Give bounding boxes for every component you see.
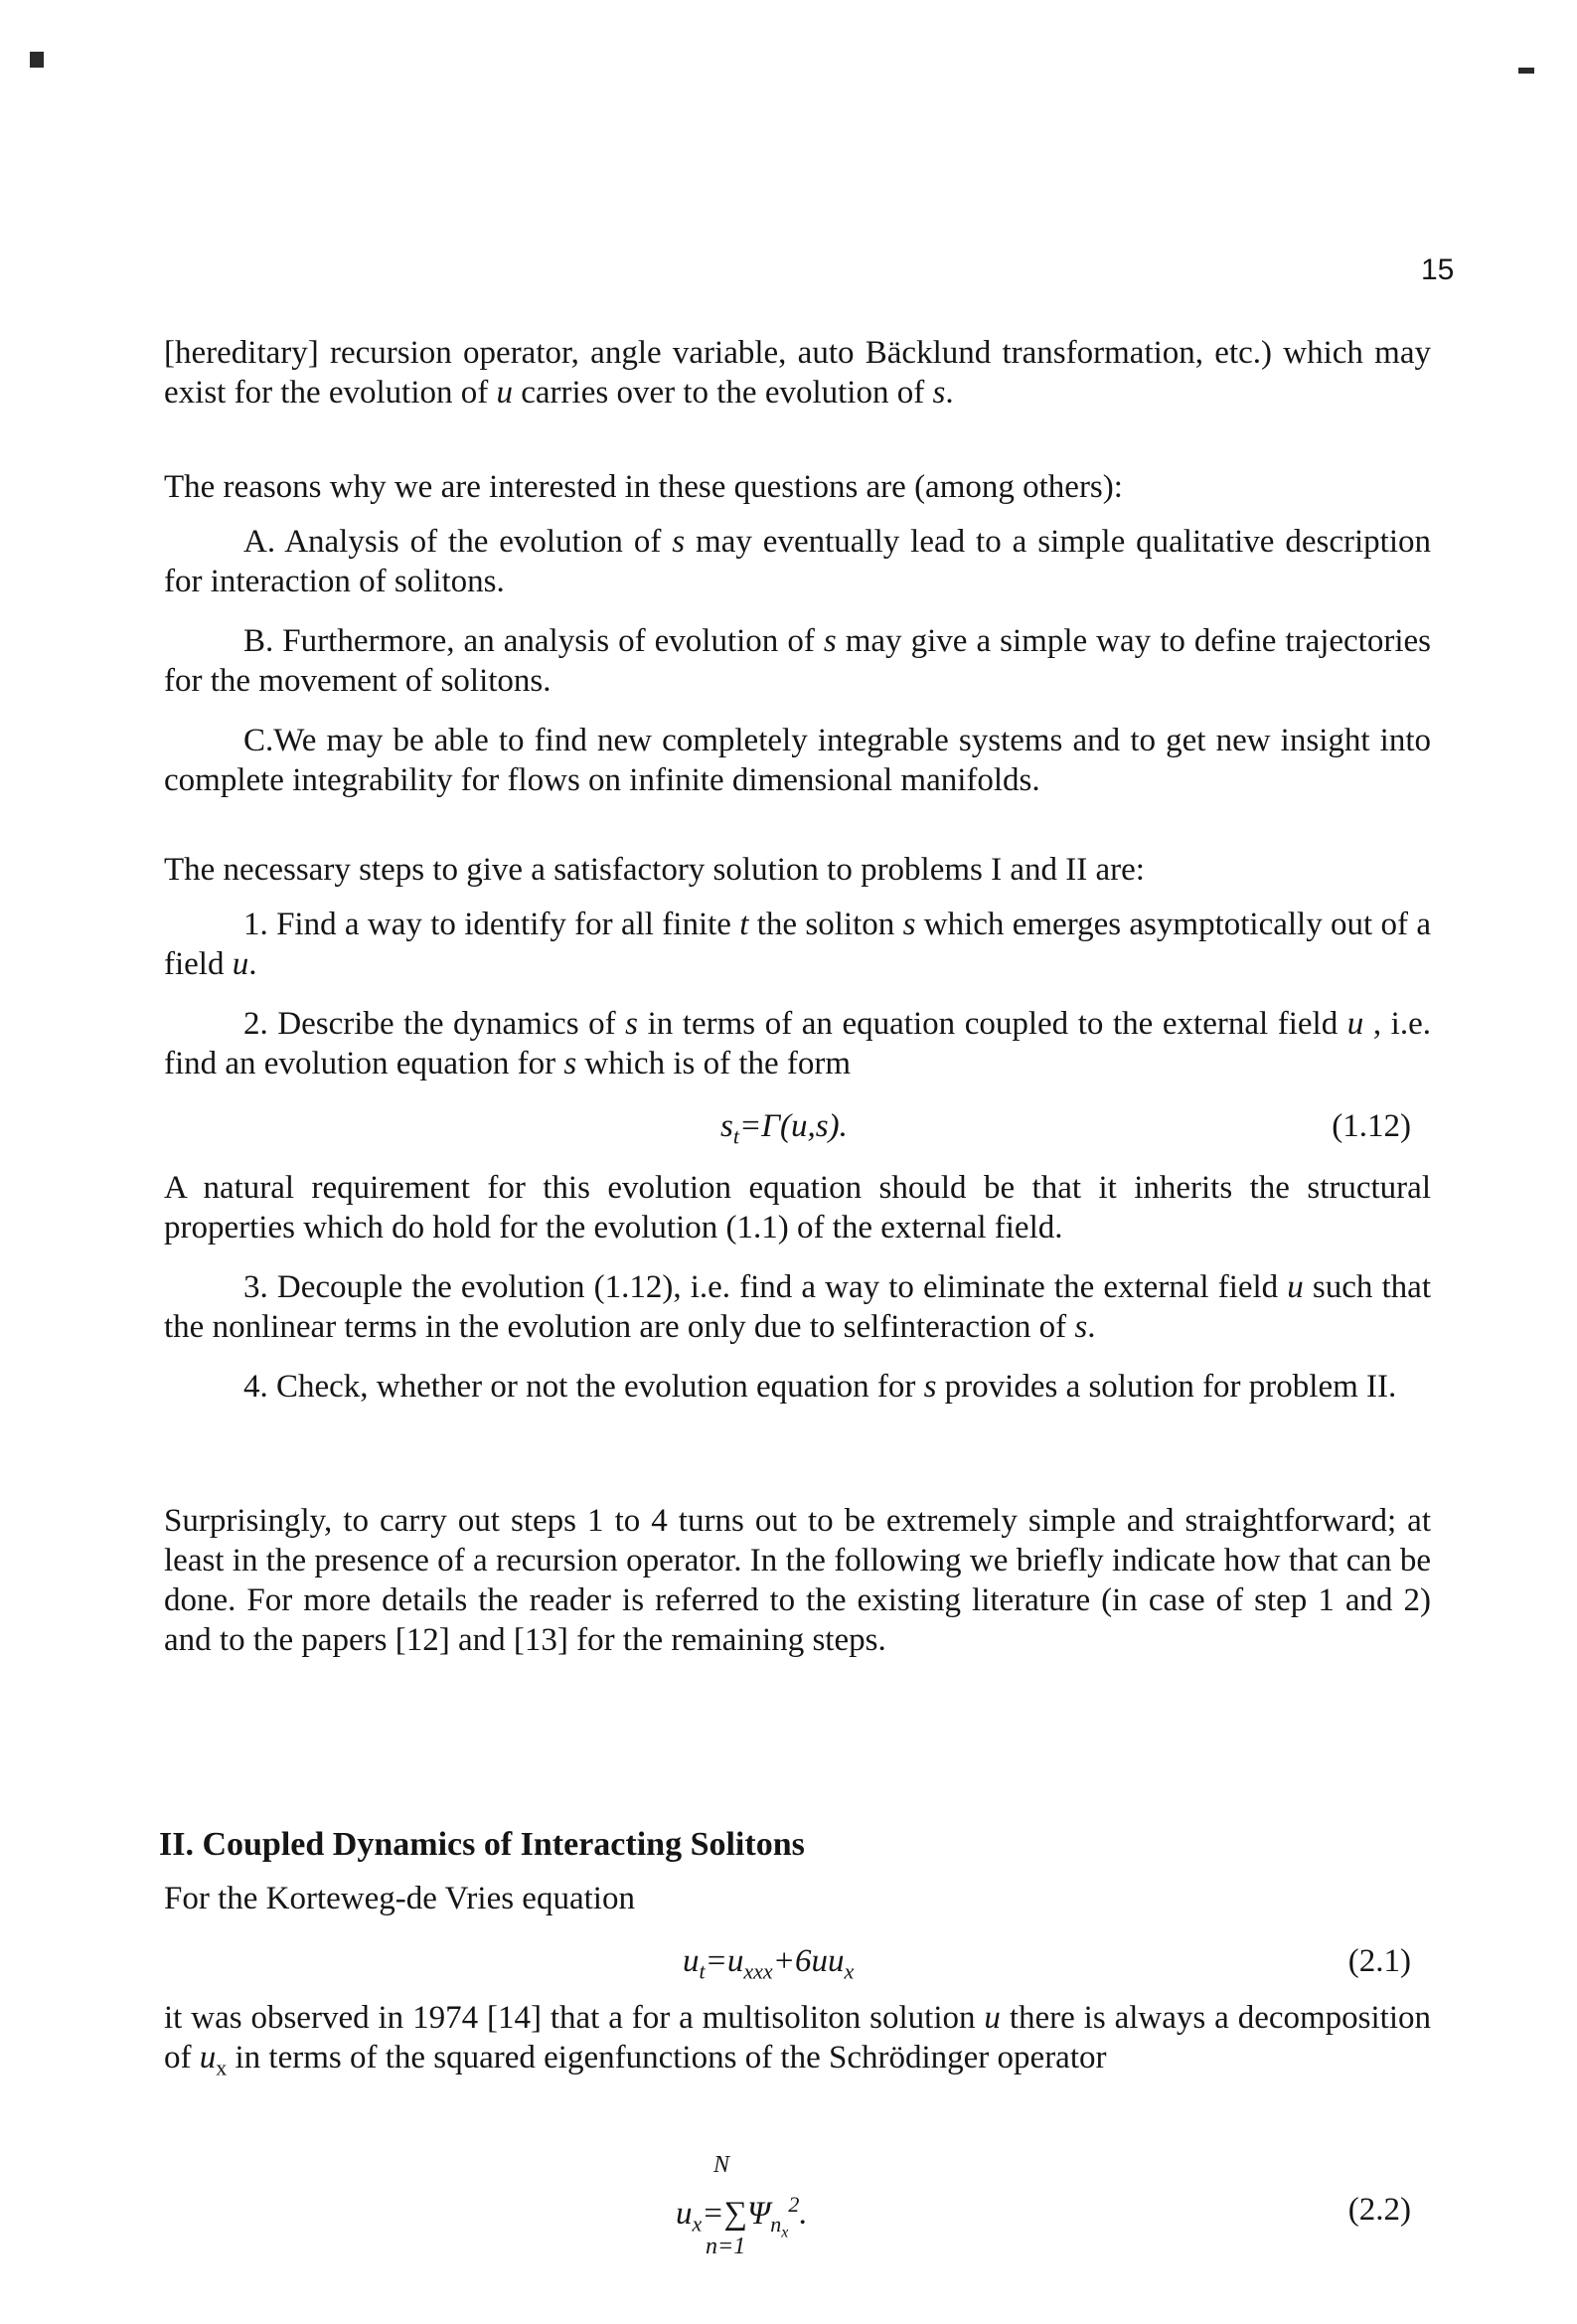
paragraph-step-3: 3. Decouple the evolution (1.12), i.e. find a way to eliminate the external field u such that the nonlinear terms in the evolution are only due to selfinteraction of s. xyxy=(164,1269,1431,1345)
equation-number: (1.12) xyxy=(1332,1108,1411,1144)
scan-artifact-top-right xyxy=(1518,68,1534,74)
paragraph-continuation: [hereditary] recursion operator, angle variable, auto Bäcklund transformation, etc.) which may exist for the evolution of u carries over to the evolution of s. xyxy=(164,335,1431,411)
paragraph-step-2: 2. Describe the dynamics of s in terms of an equation coupled to the external field u , i.e. find an evolution equation for s which is of the form xyxy=(164,1006,1431,1081)
equation-2-1 xyxy=(164,1943,1411,1983)
equation-2-2 xyxy=(164,2152,1411,2259)
equation-formula: $s_t=\Gamma(u,s)$. xyxy=(720,1108,848,1149)
paragraph-surprisingly: Surprisingly, to carry out steps 1 to 4 turns out to be extremely simple and straightforward; at least in the presence of a recursion operator. In the following we briefly indicate how that can be done. For more details the reader is referred to the existing literature (in case of step 1 and 2) and to the papers [12] and [13] for the remaining steps. xyxy=(164,1503,1431,1658)
paragraph-reasons-intro: The reasons why we are interested in these questions are (among others): xyxy=(164,469,1123,505)
paragraph-reason-a: A. Analysis of the evolution of s may eventually lead to a simple qualitative description for interaction of solitons. xyxy=(164,524,1431,599)
equation-formula: $u_x=\sum\Psi_{n_x}^2$. xyxy=(676,2192,808,2241)
equation-number: (2.2) xyxy=(1347,2192,1411,2228)
paragraph-natural-requirement: A natural requirement for this evolution equation should be that it inherits the structural properties which do hold for the evolution (1.1) of the external field. xyxy=(164,1170,1431,1245)
page-number: 15 xyxy=(1421,253,1455,286)
paragraph-reason-b: B. Furthermore, an analysis of evolution of s may give a simple way to define trajectories for the movement of solitons. xyxy=(164,623,1431,699)
paragraph-observation: it was observed in 1974 [14] that a for a multisoliton solution u there is always a decomposition of $u_x$ in terms of the squared eigenfunctions of the Schrödinger operator xyxy=(164,2000,1431,2080)
paragraph-steps-intro: The necessary steps to give a satisfactory solution to problems I and II are: xyxy=(164,852,1145,888)
paragraph-reason-c: C.We may be able to find new completely integrable systems and to get new insight into complete integrability for flows on infinite dimensional manifolds. xyxy=(164,723,1431,798)
equation-number: (2.1) xyxy=(1347,1943,1411,1979)
sum-upper-limit: N xyxy=(713,2152,730,2178)
paragraph-step-1: 1. Find a way to identify for all finite t the soliton s which emerges asymptotically out of a field u. xyxy=(164,907,1431,982)
paragraph-step-4: 4. Check, whether or not the evolution equation for s provides a solution for problem II. xyxy=(243,1369,1397,1405)
paragraph-kdv-intro: For the Korteweg-de Vries equation xyxy=(164,1881,635,1916)
sum-lower-limit: n=1 xyxy=(706,2234,746,2259)
scan-artifact-top-left xyxy=(30,52,44,68)
equation-1-12 xyxy=(164,1108,1411,1148)
equation-formula: $u_t=u_{xxx}+6uu_x$ xyxy=(683,1943,855,1984)
section-heading: II. Coupled Dynamics of Interacting Solitons xyxy=(159,1826,805,1863)
